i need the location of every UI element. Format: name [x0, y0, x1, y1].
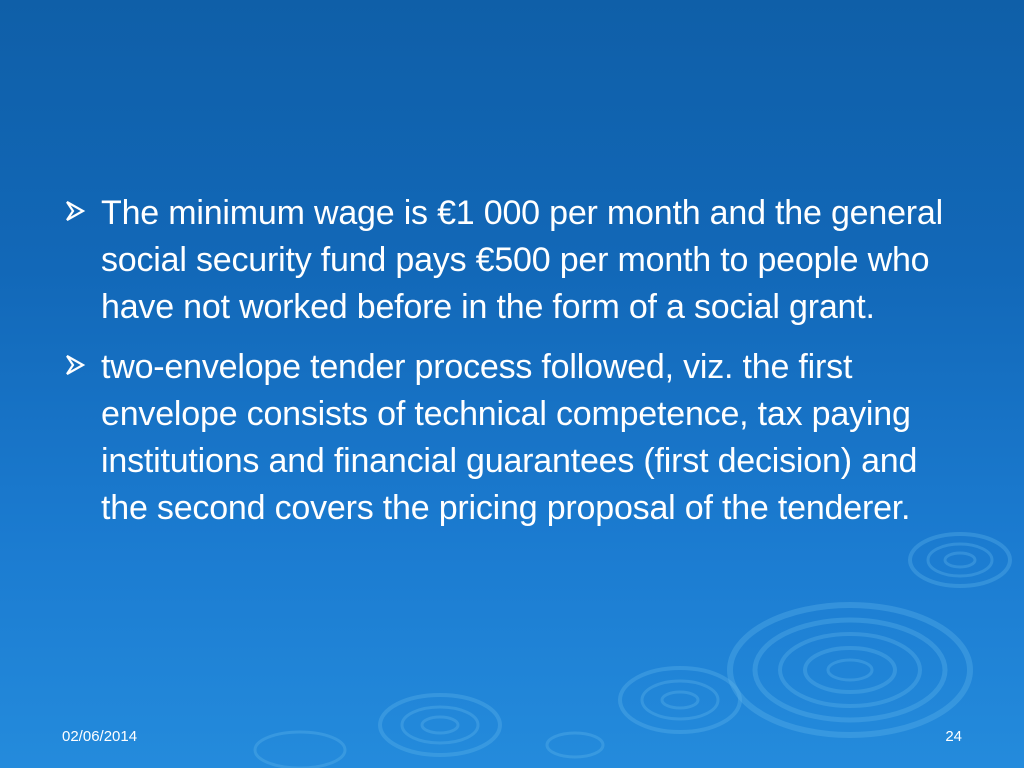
bullet-text: two-envelope tender process followed, viz. the first envelope consists of technical competence, tax paying institutions and financial guarantees (first decision) and the second covers the pricing proposal of the tenderer.	[101, 348, 918, 527]
arrow-bullet-icon	[64, 354, 86, 376]
page-number: 24	[945, 728, 962, 745]
arrow-bullet-icon	[64, 200, 86, 222]
footer-date: 02/06/2014	[62, 728, 138, 745]
bullet-item	[62, 190, 962, 331]
bullet-list	[62, 190, 962, 545]
bullet-text: The minimum wage is €1 000 per month and the general social security fund pays €500 per month to people who have not worked before in the form of a social grant.	[101, 194, 943, 326]
bullet-item	[62, 344, 962, 532]
